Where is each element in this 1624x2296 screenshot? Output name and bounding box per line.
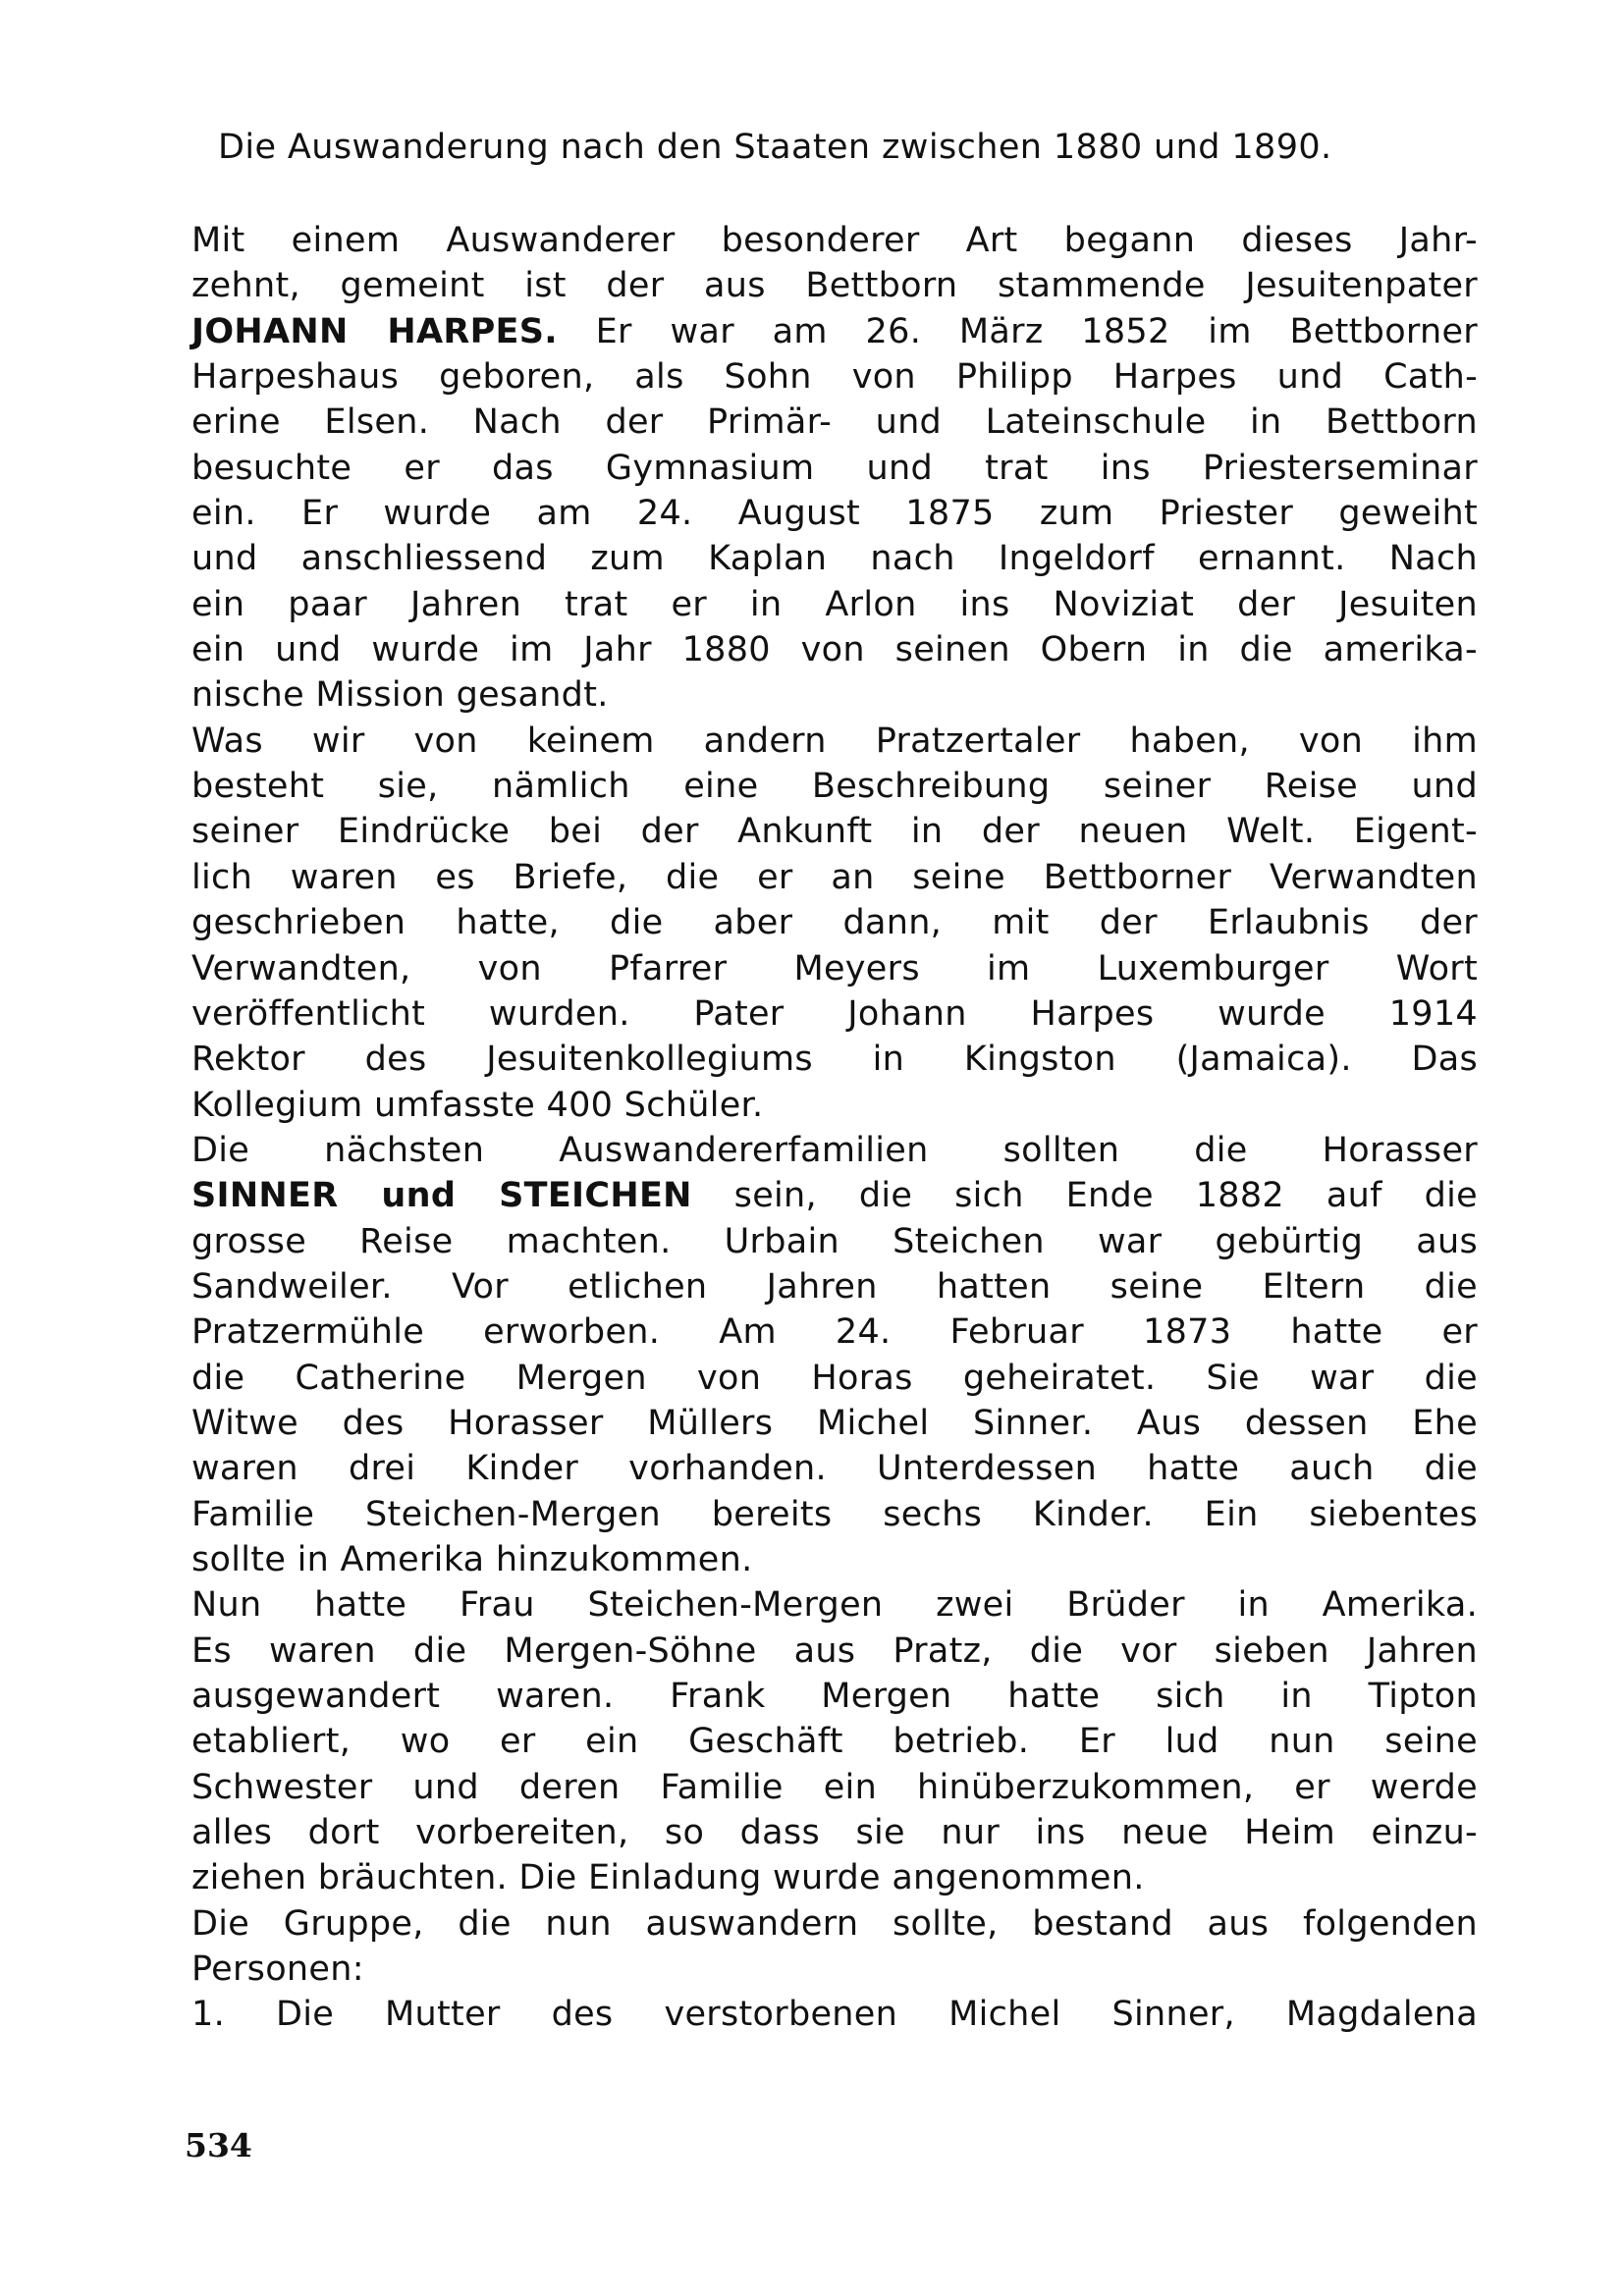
text-line — [191, 1674, 1478, 1719]
text-line — [191, 1083, 1478, 1128]
line-text: waren drei Kinder vorhanden. Unterdessen hatte auch die — [191, 1449, 1478, 1489]
text-line — [191, 719, 1478, 764]
text-line — [191, 1037, 1478, 1082]
line-text: Sandweiler. Vor etlichen Jahren hatten seine Eltern die — [191, 1266, 1478, 1307]
line-text: ausgewandert waren. Frank Mergen hatte sich in Tipton — [191, 1677, 1478, 1716]
line-text: ziehen bräuchten. Die Einladung wurde angenommen. — [191, 1858, 1145, 1898]
text-line — [191, 900, 1478, 945]
line-text: Rektor des Jesuitenkollegiums in Kingston (Jamaica). Das — [191, 1040, 1478, 1080]
text-line — [191, 1264, 1478, 1309]
text-line — [191, 446, 1478, 491]
text-line — [191, 263, 1478, 308]
line-text: 1. Die Mutter des verstorbenen Michel Sinner, Magdalena — [191, 1995, 1478, 2035]
line-text: ein und wurde im Jahr 1880 von seinen Obern in die amerika- — [191, 630, 1478, 670]
line-text: ein paar Jahren trat er in Arlon ins Noviziat der Jesuiten — [191, 584, 1478, 624]
line-text: veröffentlicht wurden. Pater Johann Harpes wurde 1914 — [191, 993, 1478, 1034]
text-line — [191, 1173, 1478, 1218]
text-line — [191, 1947, 1478, 1992]
name-emphasis: JOHANN HARPES. — [191, 311, 558, 351]
line-text: alles dort vorbereiten, so dass sie nur ins neue Heim einzu- — [191, 1813, 1478, 1853]
page-number: 534 — [185, 2126, 252, 2164]
line-text: Verwandten, von Pfarrer Meyers im Luxemburger Wort — [191, 948, 1478, 988]
line-text: Die Gruppe, die nun auswandern sollte, bestand aus folgenden — [191, 1903, 1478, 1944]
text-line — [191, 536, 1478, 581]
text-line — [191, 1810, 1478, 1855]
line-text: Die nächsten Auswandererfamilien sollten die Horasser — [191, 1130, 1478, 1170]
line-text: Personen: — [191, 1949, 364, 1990]
line-text: Mit einem Auswanderer besonderer Art begann dieses Jahr- — [191, 221, 1478, 260]
text-line — [191, 1582, 1478, 1628]
line-text: Nun hatte Frau Steichen-Mergen zwei Brüder in Amerika. — [191, 1585, 1478, 1626]
text-line — [191, 764, 1478, 809]
line-text: Harpeshaus geboren, als Sohn von Philipp Harpes und Cath- — [191, 357, 1478, 398]
text-line — [191, 1356, 1478, 1401]
text-line — [191, 491, 1478, 536]
text-line — [191, 1855, 1478, 1900]
text-line — [191, 1719, 1478, 1764]
line-text: sollte in Amerika hinzukommen. — [191, 1539, 753, 1579]
line-text: ein. Er wurde am 24. August 1875 zum Priester geweiht — [191, 494, 1478, 534]
text-line — [191, 1219, 1478, 1264]
text-line — [191, 1992, 1478, 2037]
line-text: Was wir von keinem andern Pratzertaler haben, von ihm — [191, 721, 1478, 761]
text-line — [191, 1446, 1478, 1491]
name-emphasis: SINNER und STEICHEN — [191, 1176, 692, 1216]
line-text: seiner Eindrücke bei der Ankunft in der neuen Welt. Eigent- — [191, 812, 1478, 852]
page-heading: Die Auswanderung nach den Staaten zwischen 1880 und 1890. — [218, 128, 1332, 167]
line-text: Schwester und deren Familie ein hinüberzukommen, er werde — [191, 1767, 1478, 1807]
line-text: besteht sie, nämlich eine Beschreibung seiner Reise und — [191, 767, 1478, 807]
line-text: etabliert, wo er ein Geschäft betrieb. Er lud nun seine — [191, 1722, 1478, 1762]
line-text: sein, die sich Ende 1882 auf die — [691, 1176, 1479, 1216]
text-line — [191, 1401, 1478, 1446]
text-line — [191, 1537, 1478, 1582]
text-line — [191, 672, 1478, 718]
text-line — [191, 354, 1478, 400]
line-text: Es waren die Mergen-Söhne aus Pratz, die vor sieben Jahren — [191, 1630, 1478, 1671]
text-line — [191, 991, 1478, 1037]
text-line — [191, 218, 1478, 263]
line-text: nische Mission gesandt. — [191, 675, 609, 716]
line-text: Kollegium umfasste 400 Schüler. — [191, 1085, 764, 1125]
line-text: Witwe des Horasser Müllers Michel Sinner. Aus dessen Ehe — [191, 1403, 1478, 1443]
text-line — [191, 1309, 1478, 1355]
line-text: Familie Steichen-Mergen bereits sechs Kinder. Ein siebentes — [191, 1494, 1478, 1534]
text-line — [191, 582, 1478, 627]
line-text: geschrieben hatte, die aber dann, mit der Erlaubnis der — [191, 903, 1478, 943]
text-line — [191, 809, 1478, 854]
line-text: besuchte er das Gymnasium und trat ins Priesterseminar — [191, 448, 1478, 488]
line-text: die Catherine Mergen von Horas geheiratet. Sie war die — [191, 1358, 1478, 1398]
line-text: grosse Reise machten. Urbain Steichen war gebürtig aus — [191, 1221, 1478, 1261]
text-line — [191, 855, 1478, 900]
text-line — [191, 400, 1478, 445]
line-text: zehnt, gemeint ist der aus Bettborn stammende Jesuitenpater — [191, 266, 1478, 306]
line-text: Pratzermühle erworben. Am 24. Februar 1873 hatte er — [191, 1312, 1478, 1353]
line-text: erine Elsen. Nach der Primär- und Lateinschule in Bettborn — [191, 402, 1478, 443]
body-text — [191, 218, 1478, 2038]
text-line — [191, 1128, 1478, 1173]
text-line — [191, 1901, 1478, 1947]
text-line — [191, 1492, 1478, 1537]
text-line — [191, 309, 1478, 354]
text-line — [191, 627, 1478, 672]
line-text: und anschliessend zum Kaplan nach Ingeldorf ernannt. Nach — [191, 539, 1478, 579]
text-line — [191, 1765, 1478, 1810]
text-line — [191, 946, 1478, 991]
line-text: lich waren es Briefe, die er an seine Bettborner Verwandten — [191, 857, 1478, 897]
text-line — [191, 1629, 1478, 1674]
line-text: Er war am 26. März 1852 im Bettborner — [557, 311, 1478, 351]
